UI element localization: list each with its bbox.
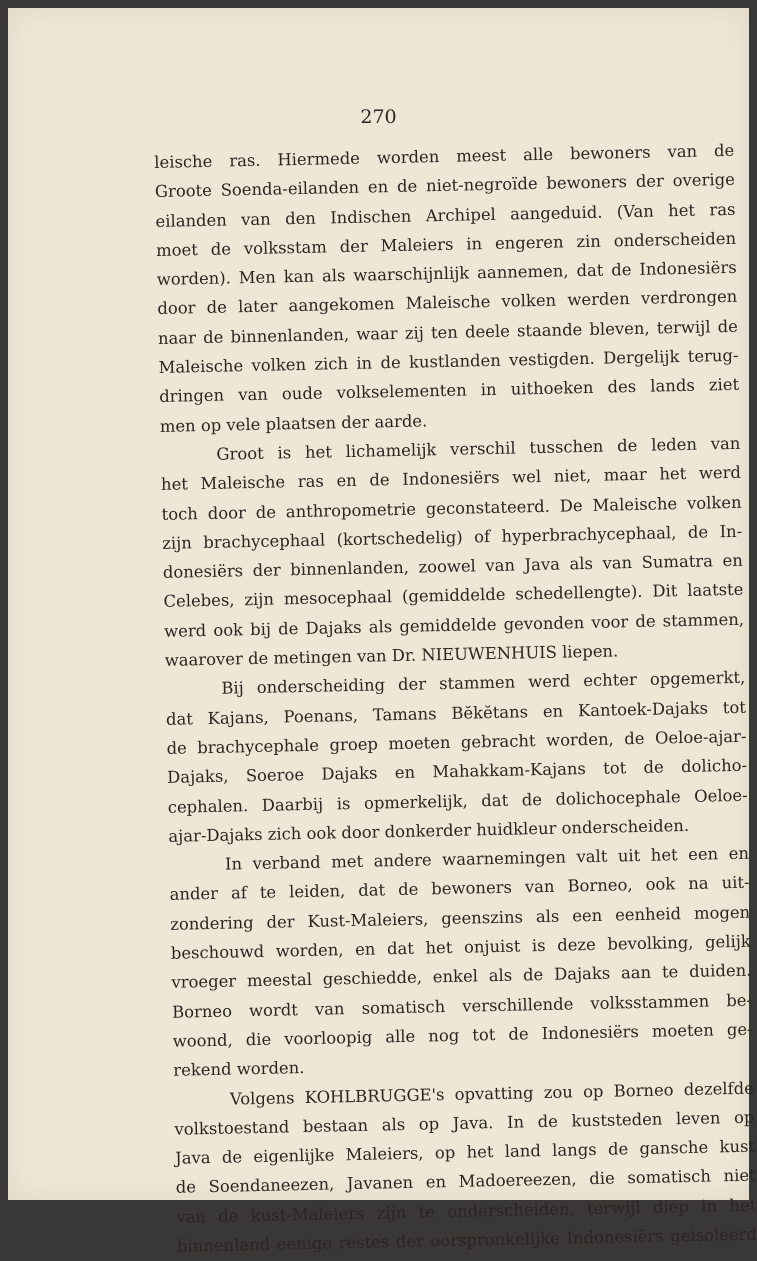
text-line: Bij onderscheiding der stammen werd echter opgemerkt, xyxy=(221,668,746,699)
text-line: vroeger meestal geschiedde, enkel als de Dajaks aan te duiden. xyxy=(171,960,752,993)
text-line: cephalen. Daarbij is opmerkelijk, dat de dolichocephale Oeloe- xyxy=(167,785,748,817)
text-line: van de kust-Maleiers zijn te onderscheiden, terwijl diep in het xyxy=(176,1195,757,1227)
text-line: binnenland eenige restes der oorspronkelijke Indonesiërs geisoleerd xyxy=(176,1224,757,1256)
page-number: 270 xyxy=(360,106,397,128)
text-line: eilanden van den Indischen Archipel aangeduid. (Van het ras xyxy=(155,199,736,231)
text-line: Dajaks, Soeroe Dajaks en Mahakkam-Kajans tot de dolicho- xyxy=(166,755,748,788)
text-line: Groote Soenda-eilanden en de niet-negroïde bewoners der overige xyxy=(154,170,735,202)
text-line: Maleische volken zich in de kustlanden vestigden. Dergelijk terug- xyxy=(158,345,739,378)
text-line: rekend worden. xyxy=(173,1058,305,1080)
text-line: Celebes, zijn mesocephaal (gemiddelde schedellengte). Dit laatste xyxy=(163,580,744,612)
text-line: waarover de metingen van Dr. NIEUWENHUIS liepen. xyxy=(164,641,619,670)
text-line: dringen van oude volkselementen in uithoeken des lands ziet xyxy=(159,375,740,407)
text-line: het Maleische ras en de Indonesiërs wel niet, maar het werd xyxy=(160,463,742,495)
text-line: toch door de anthropometrie geconstateerd. De Maleische volken xyxy=(161,492,742,524)
text-line: beschouwd worden, en dat het onjuist is deze bevolking, gelijk xyxy=(170,931,751,963)
text-line: ajar-Dajaks zich ook door donkerder huidkleur onderscheiden. xyxy=(168,815,690,846)
text-line: volkstoestand bestaan als op Java. In de kuststeden leven op xyxy=(174,1107,755,1139)
text-line: naar de binnenlanden, waar zij ten deele staande bleven, terwijl de xyxy=(157,316,739,348)
text-line: Groot is het lichamelijk verschil tusschen de leden van xyxy=(216,433,741,464)
text-line: In verband met andere waarnemingen valt uit het een en xyxy=(224,843,750,874)
text-line: leische ras. Hiermede worden meest alle bewoners van de xyxy=(154,140,735,172)
text-line: men op vele plaatsen der aarde. xyxy=(159,411,428,436)
text-line: moet de volksstam der Maleiers in engeren zin onderscheiden xyxy=(155,228,737,260)
text-line: zondering der Kust-Maleiers, geenszins als een eenheid mogen xyxy=(170,902,751,934)
book-page xyxy=(8,8,757,1256)
text-line: Borneo wordt van somatisch verschillende volksstammen be- xyxy=(171,990,753,1022)
text-line: door de later aangekomen Maleische volken werden verdrongen xyxy=(157,287,738,319)
text-line: woond, die voorloopig alle nog tot de Indonesiërs moeten ge- xyxy=(172,1019,753,1051)
text-line: de brachycephale groep moeten gebracht worden, de Oeloe-ajar- xyxy=(166,726,747,758)
text-line: Java de eigenlijke Maleiers, op het land langs de gansche kust xyxy=(174,1136,756,1168)
text-line: zijn brachycephaal (kortschedelig) of hyperbrachycephaal, de In- xyxy=(162,521,743,553)
text-line: ander af te leiden, dat de bewoners van Borneo, ook na uit- xyxy=(169,873,750,905)
text-line: donesiërs der binnenlanden, zoowel van Java als van Sumatra en xyxy=(162,550,743,583)
text-line: dat Kajans, Poenans, Tamans Bĕkĕtans en Kantoek-Dajaks tot xyxy=(165,697,747,729)
text-line: de Soendaneezen, Javanen en Madoereezen, die somatisch niet xyxy=(175,1166,756,1198)
body-text xyxy=(154,136,757,1256)
text-line: Volgens KOHLBRUGGE's opvatting zou op Borneo dezelfde xyxy=(229,1078,755,1109)
text-line: werd ook bij de Dajaks als gemiddelde gevonden voor de stammen, xyxy=(163,609,745,641)
text-line: worden). Men kan als waarschijnlijk aannemen, dat de Indonesiërs xyxy=(156,258,737,290)
